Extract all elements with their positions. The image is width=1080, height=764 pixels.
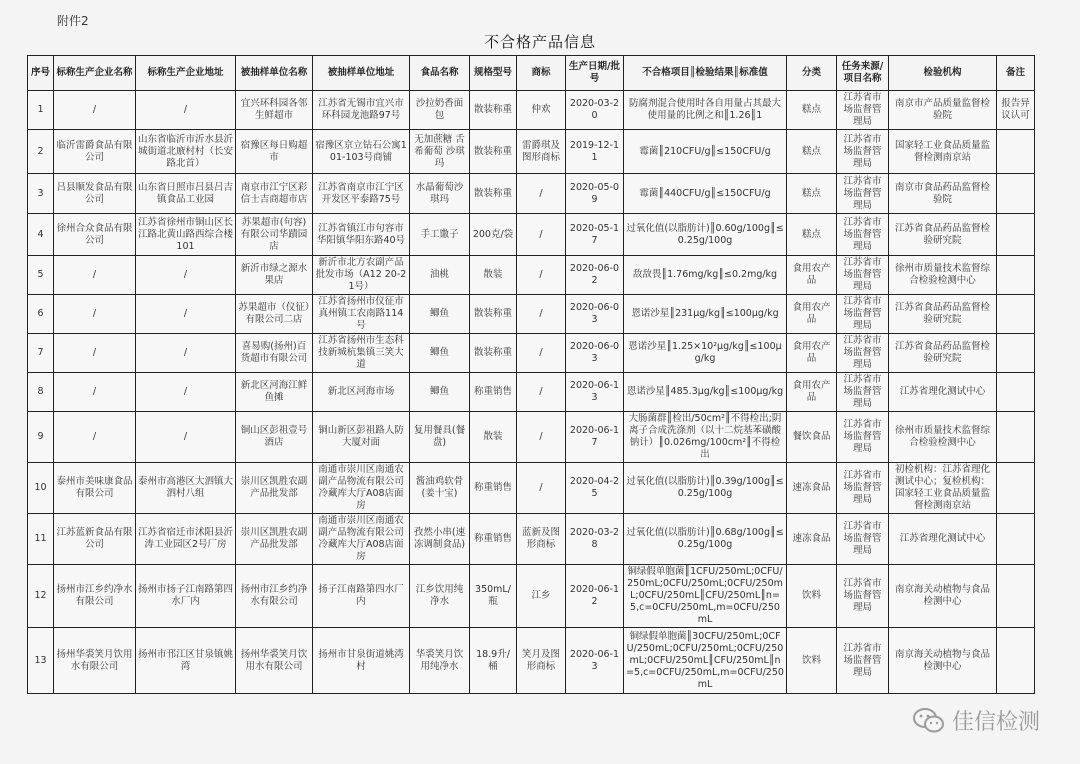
cell-lab: 南京海关动植物与食品检测中心 <box>889 628 997 694</box>
cell-sampled: 扬州华裘笑月饮用水有限公司 <box>236 628 313 694</box>
cell-date: 2020-05-17 <box>566 214 624 256</box>
column-header: 分类 <box>787 56 837 91</box>
column-header: 食品名称 <box>410 56 470 91</box>
cell-category: 糕点 <box>787 130 837 174</box>
cell-lab: 南京市产品质量监督检验院 <box>889 91 997 130</box>
cell-brand: 蓝新及图形商标 <box>517 514 566 565</box>
table-row <box>28 214 1035 256</box>
cell-company-addr: / <box>136 412 236 463</box>
cell-brand: 雷爵琪及图形商标 <box>517 130 566 174</box>
cell-sampled-addr: 扬子江南路第四水厂内 <box>313 565 410 628</box>
cell-company-addr: / <box>136 256 236 295</box>
cell-category: 糕点 <box>787 214 837 256</box>
cell-spec: 散装称重 <box>470 130 517 174</box>
cell-spec: 散装称重 <box>470 174 517 214</box>
cell-lab: 初检机构：江苏省理化测试中心；复检机构：国家轻工业食品质量监督检测南京站 <box>889 463 997 514</box>
cell-category: 食用农产品 <box>787 373 837 412</box>
cell-category: 食用农产品 <box>787 334 837 373</box>
cell-source: 江苏省市场监督管理局 <box>837 628 889 694</box>
cell-brand: / <box>517 174 566 214</box>
nonconforming-products-table <box>27 55 1035 694</box>
cell-sampled: 铜山区彭祖壹号酒店 <box>236 412 313 463</box>
cell-date: 2020-06-13 <box>566 373 624 412</box>
cell-source: 江苏省市场监督管理局 <box>837 334 889 373</box>
cell-category: 速冻食品 <box>787 463 837 514</box>
cell-item: 霉菌║440CFU/g║≤150CFU/g <box>624 174 787 214</box>
column-header: 被抽样单位地址 <box>313 56 410 91</box>
cell-item: 过氧化值(以脂肪计)║0.39g/100g║≤0.25g/100g <box>624 463 787 514</box>
column-header: 备注 <box>997 56 1035 91</box>
table-body <box>28 91 1035 694</box>
cell-sampled-addr: 宿豫区京立钻石公寓101-103号商铺 <box>313 130 410 174</box>
cell-sampled-addr: 江苏省南京市江宁区开发区平泰路75号 <box>313 174 410 214</box>
cell-company-addr: 泰州市高港区大泗镇大泗村八组 <box>136 463 236 514</box>
column-header: 任务来源/项目名称 <box>837 56 889 91</box>
cell-spec: 200克/袋 <box>470 214 517 256</box>
cell-spec: 散装 <box>470 412 517 463</box>
cell-spec: 18.9升/桶 <box>470 628 517 694</box>
cell-food: 沙拉奶香面包 <box>410 91 470 130</box>
cell-company-addr: / <box>136 334 236 373</box>
cell-company-addr: 江苏省徐州市铜山区长江路北黄山路西综合楼101 <box>136 214 236 256</box>
cell-note <box>997 256 1035 295</box>
cell-brand: / <box>517 256 566 295</box>
cell-item: 恩诺沙星║1.25×10²μg/kg║≤100μg/kg <box>624 334 787 373</box>
cell-date: 2020-04-25 <box>566 463 624 514</box>
cell-food: 油桃 <box>410 256 470 295</box>
cell-date: 2020-03-20 <box>566 91 624 130</box>
cell-category: 饮料 <box>787 565 837 628</box>
cell-source: 江苏省市场监督管理局 <box>837 373 889 412</box>
cell-company: 扬州市江乡约净水有限公司 <box>54 565 136 628</box>
cell-sampled: 南京市江宁区彩信士吉商超市店 <box>236 174 313 214</box>
cell-company: / <box>54 412 136 463</box>
cell-sampled: 喜易购(扬州)百货超市有限公司 <box>236 334 313 373</box>
cell-item: 过氧化值(以脂肪计)║0.68g/100g║≤0.25g/100g <box>624 514 787 565</box>
watermark-text: 佳信检测 <box>951 710 1040 735</box>
cell-date: 2020-06-13 <box>566 628 624 694</box>
cell-date: 2020-03-28 <box>566 514 624 565</box>
header-row <box>28 56 1035 91</box>
cell-food: 复用餐具(餐盘) <box>410 412 470 463</box>
cell-lab: 江苏省食品药品监督检验研究院 <box>889 214 997 256</box>
cell-source: 江苏省市场监督管理局 <box>837 463 889 514</box>
cell-date: 2019-12-11 <box>566 130 624 174</box>
cell-lab: 江苏省食品药品监督检验研究院 <box>889 334 997 373</box>
cell-company: 吕县顺发食品有限公司 <box>54 174 136 214</box>
cell-sampled: 崇川区凯胜农副产品批发部 <box>236 463 313 514</box>
cell-source: 江苏省市场监督管理局 <box>837 256 889 295</box>
cell-note <box>997 214 1035 256</box>
cell-company-addr: / <box>136 373 236 412</box>
cell-food: 孜然小串(速冻调制食品) <box>410 514 470 565</box>
cell-lab: 徐州市质量技术监督综合检验检测中心 <box>889 412 997 463</box>
cell-spec: 称重销售 <box>470 514 517 565</box>
cell-company: 泰州市美味康食品有限公司 <box>54 463 136 514</box>
cell-note <box>997 463 1035 514</box>
cell-brand: 仲欢 <box>517 91 566 130</box>
cell-item: 恩诺沙星║231μg/kg║≤100μg/kg <box>624 295 787 334</box>
cell-lab: 国家轻工业食品质量监督检测南京站 <box>889 130 997 174</box>
cell-company: / <box>54 334 136 373</box>
cell-no: 7 <box>28 334 54 373</box>
cell-source: 江苏省市场监督管理局 <box>837 214 889 256</box>
watermark <box>912 705 1040 736</box>
cell-source: 江苏省市场监督管理局 <box>837 412 889 463</box>
table-row <box>28 91 1035 130</box>
cell-sampled-addr: 江苏省镇江市句容市华阳镇华阳东路40号 <box>313 214 410 256</box>
table-row <box>28 295 1035 334</box>
cell-lab: 徐州市质量技术监督综合检验检测中心 <box>889 256 997 295</box>
cell-no: 8 <box>28 373 54 412</box>
cell-note <box>997 565 1035 628</box>
cell-category: 糕点 <box>787 91 837 130</box>
cell-note: 报告异议认可 <box>997 91 1035 130</box>
cell-lab: 南京市食品药品监督检验院 <box>889 174 997 214</box>
cell-no: 13 <box>28 628 54 694</box>
cell-date: 2020-06-17 <box>566 412 624 463</box>
cell-company-addr: / <box>136 91 236 130</box>
cell-food: 鲫鱼 <box>410 295 470 334</box>
cell-company-addr: 山东省日照市吕县吕吉镇食品工业园 <box>136 174 236 214</box>
cell-sampled: 宜兴环科园各邻生鲜超市 <box>236 91 313 130</box>
cell-company-addr: 扬州市邗江区甘泉镇姚湾 <box>136 628 236 694</box>
cell-no: 12 <box>28 565 54 628</box>
cell-note <box>997 628 1035 694</box>
cell-food: 鲫鱼 <box>410 334 470 373</box>
cell-date: 2020-06-03 <box>566 295 624 334</box>
cell-brand: 江乡 <box>517 565 566 628</box>
cell-category: 糕点 <box>787 174 837 214</box>
cell-source: 江苏省市场监督管理局 <box>837 514 889 565</box>
cell-brand: / <box>517 412 566 463</box>
cell-date: 2020-06-12 <box>566 565 624 628</box>
cell-item: 过氧化值(以脂肪计)║0.60g/100g║≤0.25g/100g <box>624 214 787 256</box>
cell-food: 手工馓子 <box>410 214 470 256</box>
cell-sampled: 苏果超市（仪征）有限公司二店 <box>236 295 313 334</box>
cell-no: 4 <box>28 214 54 256</box>
cell-category: 食用农产品 <box>787 295 837 334</box>
cell-spec: 称重销售 <box>470 463 517 514</box>
cell-company: 徐州合众食品有限公司 <box>54 214 136 256</box>
cell-lab: 江苏省理化测试中心 <box>889 373 997 412</box>
cell-company-addr: 扬州市扬子江南路第四水厂内 <box>136 565 236 628</box>
cell-sampled-addr: 江苏省扬州市生态科技新城杭集镇三笑大道 <box>313 334 410 373</box>
cell-note <box>997 295 1035 334</box>
cell-date: 2020-06-02 <box>566 256 624 295</box>
table-row <box>28 565 1035 628</box>
cell-spec: 散装称重 <box>470 91 517 130</box>
column-header: 规格型号 <box>470 56 517 91</box>
cell-category: 餐饮食品 <box>787 412 837 463</box>
cell-lab: 江苏省食品药品监督检验研究院 <box>889 295 997 334</box>
cell-brand: / <box>517 373 566 412</box>
cell-note <box>997 412 1035 463</box>
cell-sampled: 新沂市绿之源水果店 <box>236 256 313 295</box>
cell-no: 2 <box>28 130 54 174</box>
cell-company: 扬州华裘笑月饮用水有限公司 <box>54 628 136 694</box>
cell-sampled: 宿豫区每日购超市 <box>236 130 313 174</box>
cell-company-addr: 山东省临沂市沂水县沂城街道北廒村村（长安路北首） <box>136 130 236 174</box>
cell-item: 敌敌畏║1.76mg/kg║≤0.2mg/kg <box>624 256 787 295</box>
column-header: 序号 <box>28 56 54 91</box>
cell-item: 铜绿假单胞菌║1CFU/250mL;0CFU/250mL;0CFU/250mL;0CFU/250mL;0CFU/250mL║CFU/250mL║n=5,c=0CFU/250mL,m=0CFU/250mL <box>624 565 787 628</box>
cell-food: 江乡饮用纯净水 <box>410 565 470 628</box>
cell-no: 5 <box>28 256 54 295</box>
cell-sampled-addr: 江苏省无锡市宜兴市环科园龙池路97号 <box>313 91 410 130</box>
cell-company: / <box>54 295 136 334</box>
cell-sampled: 崇川区凯胜农副产品批发部 <box>236 514 313 565</box>
cell-note <box>997 334 1035 373</box>
table-row <box>28 514 1035 565</box>
cell-food: 酱油鸡软骨(姜十宝) <box>410 463 470 514</box>
cell-date: 2020-05-09 <box>566 174 624 214</box>
table-row <box>28 130 1035 174</box>
cell-sampled-addr: 南通市崇川区南通农副产品物流有限公司冷藏库大厅A08店面房 <box>313 514 410 565</box>
cell-sampled-addr: 江苏省扬州市仪征市真州镇工农南路114号 <box>313 295 410 334</box>
cell-date: 2020-06-03 <box>566 334 624 373</box>
cell-company: / <box>54 91 136 130</box>
cell-company-addr: / <box>136 295 236 334</box>
cell-spec: 350mL/瓶 <box>470 565 517 628</box>
cell-no: 10 <box>28 463 54 514</box>
cell-no: 6 <box>28 295 54 334</box>
cell-brand: / <box>517 214 566 256</box>
column-header: 生产日期/批号 <box>566 56 624 91</box>
cell-lab: 江苏省理化测试中心 <box>889 514 997 565</box>
page-title: 不合格产品信息 <box>483 33 596 51</box>
cell-item: 大肠菌群║检出/50cm²║不得检出;阴离子合成洗涤剂（以十二烷基苯磺酸钠计）║0.026mg/100cm²║不得检出 <box>624 412 787 463</box>
cell-food: 水晶葡萄沙琪玛 <box>410 174 470 214</box>
cell-brand: / <box>517 334 566 373</box>
cell-lab: 南京海关动植物与食品检测中心 <box>889 565 997 628</box>
cell-source: 江苏省市场监督管理局 <box>837 565 889 628</box>
cell-source: 江苏省市场监督管理局 <box>837 295 889 334</box>
cell-note <box>997 373 1035 412</box>
cell-sampled-addr: 扬州市甘泉街道姚湾村 <box>313 628 410 694</box>
cell-company: / <box>54 373 136 412</box>
cell-item: 防腐剂混合使用时各自用量占其最大使用量的比例之和║1.26║1 <box>624 91 787 130</box>
cell-brand: 笑月及图形商标 <box>517 628 566 694</box>
cell-sampled: 苏果超市(句容)有限公司华蹟园店 <box>236 214 313 256</box>
table-row <box>28 412 1035 463</box>
cell-no: 3 <box>28 174 54 214</box>
wechat-icon <box>912 707 946 735</box>
cell-category: 食用农产品 <box>787 256 837 295</box>
table-row <box>28 256 1035 295</box>
cell-food: 华裘笑月饮用纯净水 <box>410 628 470 694</box>
cell-note <box>997 514 1035 565</box>
cell-note <box>997 130 1035 174</box>
cell-source: 江苏省市场监督管理局 <box>837 174 889 214</box>
cell-brand: / <box>517 463 566 514</box>
table-row <box>28 373 1035 412</box>
cell-sampled-addr: 新沂市北方农副产品批发市场（A12 20-21号） <box>313 256 410 295</box>
cell-food: 无加蔗糖 舌希葡萄 沙琪玛 <box>410 130 470 174</box>
column-header: 不合格项目║检验结果║标准值 <box>624 56 787 91</box>
cell-item: 恩诺沙星║485.3μg/kg║≤100μg/kg <box>624 373 787 412</box>
table-row <box>28 628 1035 694</box>
cell-no: 11 <box>28 514 54 565</box>
cell-sampled: 扬州市江乡约净水有限公司 <box>236 565 313 628</box>
appendix-label: 附件2 <box>57 14 89 28</box>
cell-spec: 散装称重 <box>470 334 517 373</box>
cell-no: 9 <box>28 412 54 463</box>
column-header: 被抽样单位名称 <box>236 56 313 91</box>
table-row <box>28 334 1035 373</box>
cell-spec: 散装称重 <box>470 295 517 334</box>
cell-company-addr: 江苏省宿迁市沭阳县沂涛工业园区2号厂房 <box>136 514 236 565</box>
column-header: 商标 <box>517 56 566 91</box>
cell-item: 铜绿假单胞菌║30CFU/250mL;0CFU/250mL;0CFU/250mL;0CFU/250mL;0CFU/250mL║CFU/250mL║n=5,c=0CFU/250mL,m=0CFU/250mL <box>624 628 787 694</box>
cell-note <box>997 174 1035 214</box>
cell-company: 江苏蓝新食品有限公司 <box>54 514 136 565</box>
cell-spec: 称重销售 <box>470 373 517 412</box>
cell-category: 速冻食品 <box>787 514 837 565</box>
column-header: 标称生产企业地址 <box>136 56 236 91</box>
table-row <box>28 463 1035 514</box>
cell-company: 临沂雷爵食品有限公司 <box>54 130 136 174</box>
cell-sampled-addr: 南通市崇川区南通农副产品物流有限公司冷藏库大厅A08店面房 <box>313 463 410 514</box>
table-row <box>28 174 1035 214</box>
cell-company: / <box>54 256 136 295</box>
cell-source: 江苏省市场监督管理局 <box>837 91 889 130</box>
cell-item: 霉菌║210CFU/g║≤150CFU/g <box>624 130 787 174</box>
cell-category: 饮料 <box>787 628 837 694</box>
column-header: 标称生产企业名称 <box>54 56 136 91</box>
cell-source: 江苏省市场监督管理局 <box>837 130 889 174</box>
cell-sampled: 新北区河海江鲜鱼摊 <box>236 373 313 412</box>
cell-brand: / <box>517 295 566 334</box>
cell-sampled-addr: 铜山新区彭祖路人防大厦对面 <box>313 412 410 463</box>
cell-food: 鲫鱼 <box>410 373 470 412</box>
cell-spec: 散装 <box>470 256 517 295</box>
cell-no: 1 <box>28 91 54 130</box>
column-header: 检验机构 <box>889 56 997 91</box>
cell-sampled-addr: 新北区河海市场 <box>313 373 410 412</box>
